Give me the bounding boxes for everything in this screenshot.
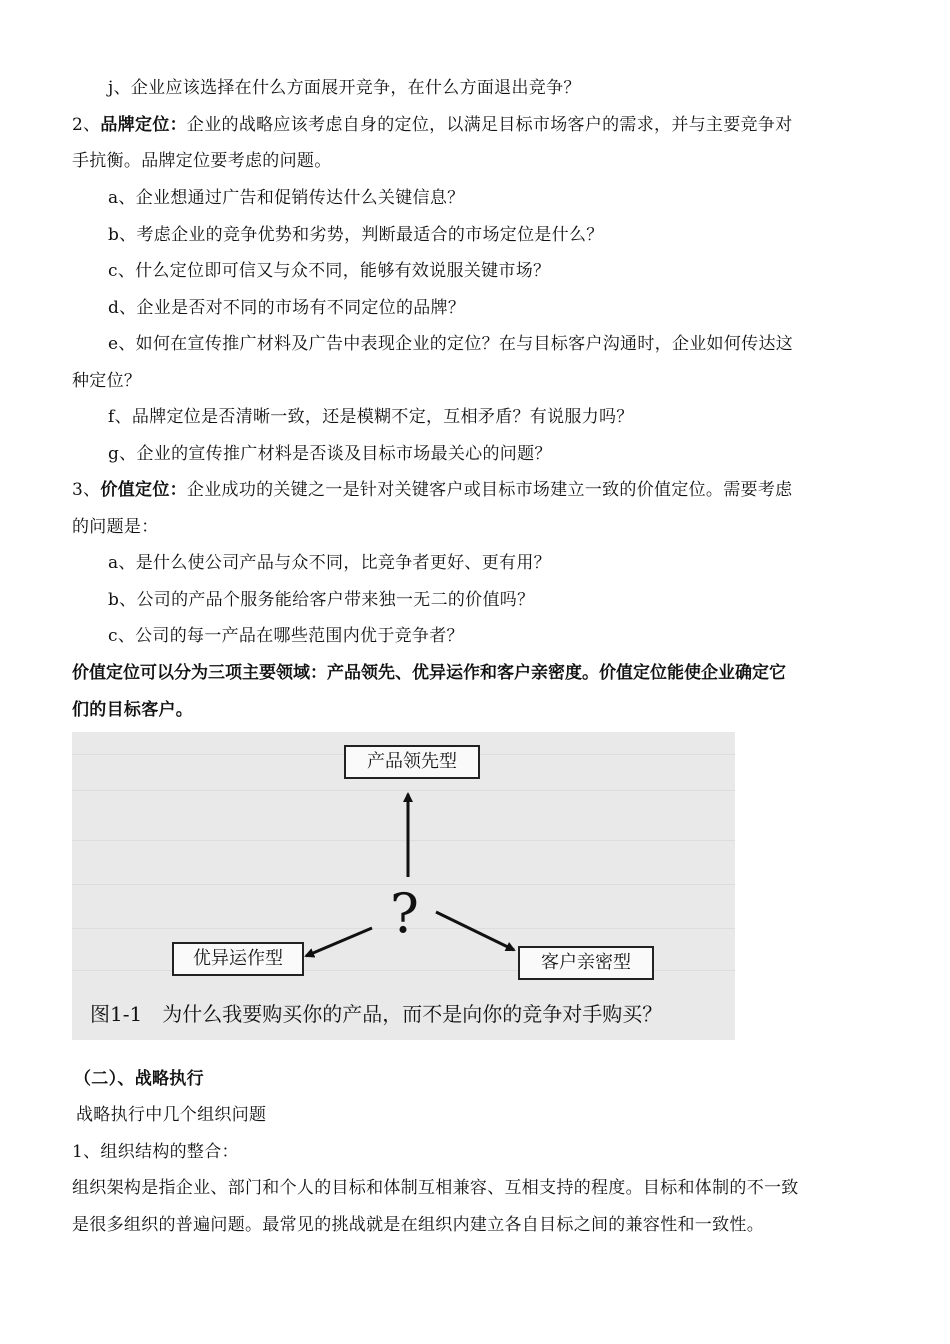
section-title: （二）、战略执行 (74, 1069, 204, 1089)
figure-caption: 图1-1 为什么我要购买你的产品，而不是向你的竞争对手购买？ (90, 1002, 663, 1026)
section-3-item-b: b、公司的产品个服务能给客户带来独一无二的价值吗？ (108, 590, 535, 610)
section-2-item-e-line-1: e、如何在宣传推广材料及广告中表现企业的定位？在与目标客户沟通时，企业如何传达这 (108, 334, 794, 354)
section-2-title: 品牌定位： (100, 115, 187, 135)
question-mark: ? (390, 882, 419, 945)
customer-intimacy-box: 客户亲密型 (518, 946, 654, 980)
arrow-right (436, 912, 514, 950)
section-2-number: 2、 (72, 115, 101, 135)
section-2-item-d: d、企业是否对不同的市场有不同定位的品牌？ (108, 298, 466, 318)
section-3-title: 价值定位： (100, 480, 187, 500)
arrow-left (306, 928, 372, 956)
item-j: j、企业应该选择在什么方面展开竞争，在什么方面退出竞争？ (108, 78, 581, 98)
section-3-number: 3、 (72, 480, 101, 500)
section-2-line-2: 手抗衡。品牌定位要考虑的问题。 (72, 151, 332, 171)
paragraph-line-1: 组织架构是指企业、部门和个人的目标和体制互相兼容、互相支持的程度。目标和体制的不一致 (72, 1178, 799, 1198)
product-leadership-box: 产品领先型 (344, 745, 480, 779)
paragraph-line-2: 是很多组织的普遍问题。最常见的挑战就是在组织内建立各自目标之间的兼容性和一致性。 (72, 1215, 764, 1235)
section-3-line-1 (72, 478, 792, 502)
section-3-item-c: c、公司的每一产品在哪些范围内优于竞争者？ (108, 626, 464, 646)
value-positioning-figure (72, 732, 735, 1040)
section-3-item-a: a、是什么使公司产品与众不同，比竞争者更好、更有用？ (108, 553, 551, 573)
section-3-line-2: 的问题是： (72, 517, 159, 537)
section-2-line-1 (72, 113, 792, 137)
summary-line-2: 们的目标客户。 (72, 700, 194, 720)
section-2-item-c: c、什么定位即可信又与众不同，能够有效说服关键市场？ (108, 261, 551, 281)
section-2-item-g: g、企业的宣传推广材料是否谈及目标市场最关心的问题？ (108, 444, 552, 464)
operational-excellence-box: 优异运作型 (172, 942, 304, 976)
section-2-item-a: a、企业想通过广告和促销传达什么关键信息？ (108, 188, 465, 208)
section-3-body: 企业成功的关键之一是针对关键客户或目标市场建立一致的价值定位。需要考虑 (186, 480, 793, 500)
summary-line-1: 价值定位可以分为三项主要领域：产品领先、优异运作和客户亲密度。价值定位能使企业确定它 (72, 663, 786, 683)
subsection-title: 战略执行中几个组织问题 (76, 1105, 267, 1125)
item-1-title: 1、组织结构的整合： (72, 1142, 239, 1162)
section-2-item-b: b、考虑企业的竞争优势和劣势，判断最适合的市场定位是什么？ (108, 225, 604, 245)
section-2-body: 企业的战略应该考虑自身的定位，以满足目标市场客户的需求，并与主要竞争对 (186, 115, 793, 135)
section-2-item-e-line-2: 种定位？ (72, 371, 142, 391)
section-2-item-f: f、品牌定位是否清晰一致，还是模糊不定，互相矛盾？有说服力吗？ (108, 407, 634, 427)
